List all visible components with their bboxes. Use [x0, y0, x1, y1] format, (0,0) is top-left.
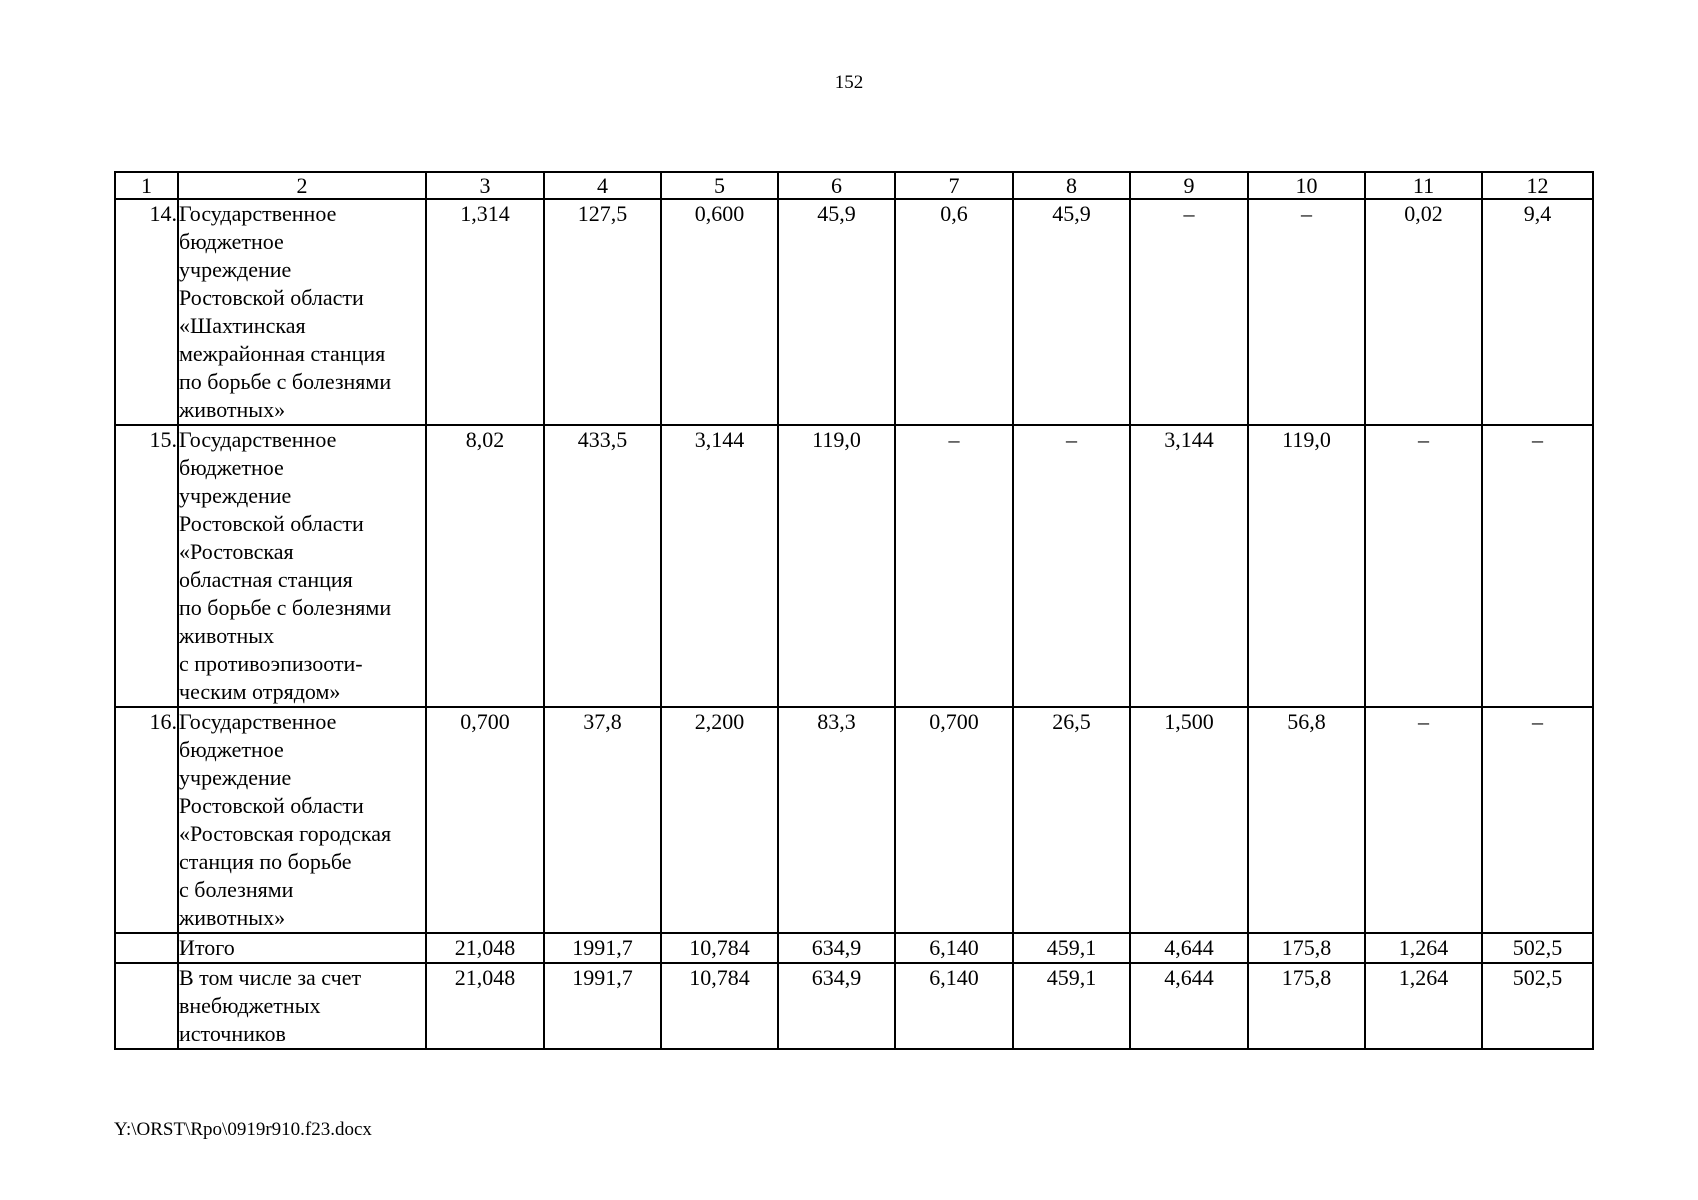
value-cell: 1991,7	[544, 963, 661, 1049]
value-cell: 175,8	[1248, 933, 1365, 963]
value-cell: 502,5	[1482, 963, 1593, 1049]
value-cell: –	[1482, 707, 1593, 933]
value-cell: –	[1365, 707, 1482, 933]
table-header-row	[115, 172, 1593, 199]
header-cell: 8	[1013, 172, 1130, 199]
value-cell: 175,8	[1248, 963, 1365, 1049]
table-row	[115, 707, 1593, 933]
institution-name	[178, 933, 426, 963]
value-cell: 6,140	[895, 933, 1013, 963]
value-cell: 0,600	[661, 199, 778, 425]
institution-name-line: «Ростовская городская	[179, 821, 392, 846]
header-cell: 12	[1482, 172, 1593, 199]
institution-name-line: учреждение	[179, 765, 292, 790]
value-cell: 119,0	[778, 425, 895, 707]
value-cell: 45,9	[1013, 199, 1130, 425]
value-cell: 21,048	[426, 963, 544, 1049]
value-cell: 433,5	[544, 425, 661, 707]
header-cell: 1	[115, 172, 178, 199]
header-cell: 3	[426, 172, 544, 199]
institution-name-line: Итого	[179, 935, 235, 960]
institution-name-line: с болезнями	[179, 877, 294, 902]
value-cell: –	[1013, 425, 1130, 707]
footer-file-path: Y:\ORST\Rpo\0919r910.f23.docx	[114, 1119, 372, 1140]
institution-name-line: «Ростовская	[179, 539, 294, 564]
value-cell: 83,3	[778, 707, 895, 933]
row-number	[115, 963, 178, 1049]
row-number: 14.	[115, 199, 178, 425]
institution-name-line: межрайонная станция	[179, 341, 386, 366]
table-row	[115, 963, 1593, 1049]
value-cell: 4,644	[1130, 933, 1248, 963]
institution-name-line: бюджетное	[179, 737, 284, 762]
institution-name-line: внебюджетных	[179, 993, 321, 1018]
value-cell: 3,144	[1130, 425, 1248, 707]
value-cell: 8,02	[426, 425, 544, 707]
row-number: 16.	[115, 707, 178, 933]
value-cell: 1,314	[426, 199, 544, 425]
institution-name-line: «Шахтинская	[179, 313, 306, 338]
value-cell: 459,1	[1013, 933, 1130, 963]
value-cell: 1991,7	[544, 933, 661, 963]
value-cell: 4,644	[1130, 963, 1248, 1049]
row-number	[115, 933, 178, 963]
table-row	[115, 933, 1593, 963]
value-cell: –	[1248, 199, 1365, 425]
value-cell: 0,700	[895, 707, 1013, 933]
institution-name-line: ческим отрядом»	[179, 679, 341, 704]
header-cell: 2	[178, 172, 426, 199]
value-cell: –	[1365, 425, 1482, 707]
value-cell: 459,1	[1013, 963, 1130, 1049]
value-cell: 1,264	[1365, 933, 1482, 963]
institution-name-line: Государственное	[179, 201, 337, 226]
value-cell: 37,8	[544, 707, 661, 933]
value-cell: 1,500	[1130, 707, 1248, 933]
institution-name-line: животных»	[179, 905, 286, 930]
row-number: 15.	[115, 425, 178, 707]
value-cell: 502,5	[1482, 933, 1593, 963]
header-cell: 4	[544, 172, 661, 199]
institution-name-line: Ростовской области	[179, 793, 364, 818]
institution-name-line: бюджетное	[179, 455, 284, 480]
institution-name-line: животных	[179, 623, 275, 648]
institution-name-line: учреждение	[179, 483, 292, 508]
institution-name-line: В том числе за счет	[179, 965, 362, 990]
value-cell: 2,200	[661, 707, 778, 933]
value-cell: 0,700	[426, 707, 544, 933]
header-cell: 7	[895, 172, 1013, 199]
value-cell: 56,8	[1248, 707, 1365, 933]
value-cell: 634,9	[778, 933, 895, 963]
institution-name-line: источников	[179, 1021, 286, 1046]
institution-name-line: областная станция	[179, 567, 353, 592]
institution-name-line: бюджетное	[179, 229, 284, 254]
institution-name-line: станция по борьбе	[179, 849, 352, 874]
value-cell: 0,6	[895, 199, 1013, 425]
value-cell: 119,0	[1248, 425, 1365, 707]
institution-name-line: животных»	[179, 397, 286, 422]
value-cell: 45,9	[778, 199, 895, 425]
institution-name	[178, 199, 426, 425]
institution-name-line: Ростовской области	[179, 285, 364, 310]
value-cell: 10,784	[661, 933, 778, 963]
value-cell: 21,048	[426, 933, 544, 963]
institution-name-line: по борьбе с болезнями	[179, 369, 392, 394]
value-cell: 9,4	[1482, 199, 1593, 425]
page-number: 152	[834, 72, 864, 93]
institution-name-line: учреждение	[179, 257, 292, 282]
header-cell: 11	[1365, 172, 1482, 199]
value-cell: 127,5	[544, 199, 661, 425]
value-cell: 634,9	[778, 963, 895, 1049]
institution-name-line: Государственное	[179, 709, 337, 734]
value-cell: 0,02	[1365, 199, 1482, 425]
institution-name-line: с противоэпизооти-	[179, 651, 363, 676]
institution-name-line: Ростовской области	[179, 511, 364, 536]
header-cell: 5	[661, 172, 778, 199]
value-cell: –	[1482, 425, 1593, 707]
value-cell: –	[895, 425, 1013, 707]
header-cell: 10	[1248, 172, 1365, 199]
value-cell: 6,140	[895, 963, 1013, 1049]
value-cell: 26,5	[1013, 707, 1130, 933]
institution-name	[178, 425, 426, 707]
header-cell: 9	[1130, 172, 1248, 199]
header-cell: 6	[778, 172, 895, 199]
value-cell: –	[1130, 199, 1248, 425]
value-cell: 10,784	[661, 963, 778, 1049]
value-cell: 1,264	[1365, 963, 1482, 1049]
value-cell: 3,144	[661, 425, 778, 707]
institution-name-line: по борьбе с болезнями	[179, 595, 392, 620]
data-table	[114, 171, 1594, 1050]
institution-name-line: Государственное	[179, 427, 337, 452]
table-row	[115, 199, 1593, 425]
institution-name	[178, 963, 426, 1049]
table-row	[115, 425, 1593, 707]
institution-name	[178, 707, 426, 933]
